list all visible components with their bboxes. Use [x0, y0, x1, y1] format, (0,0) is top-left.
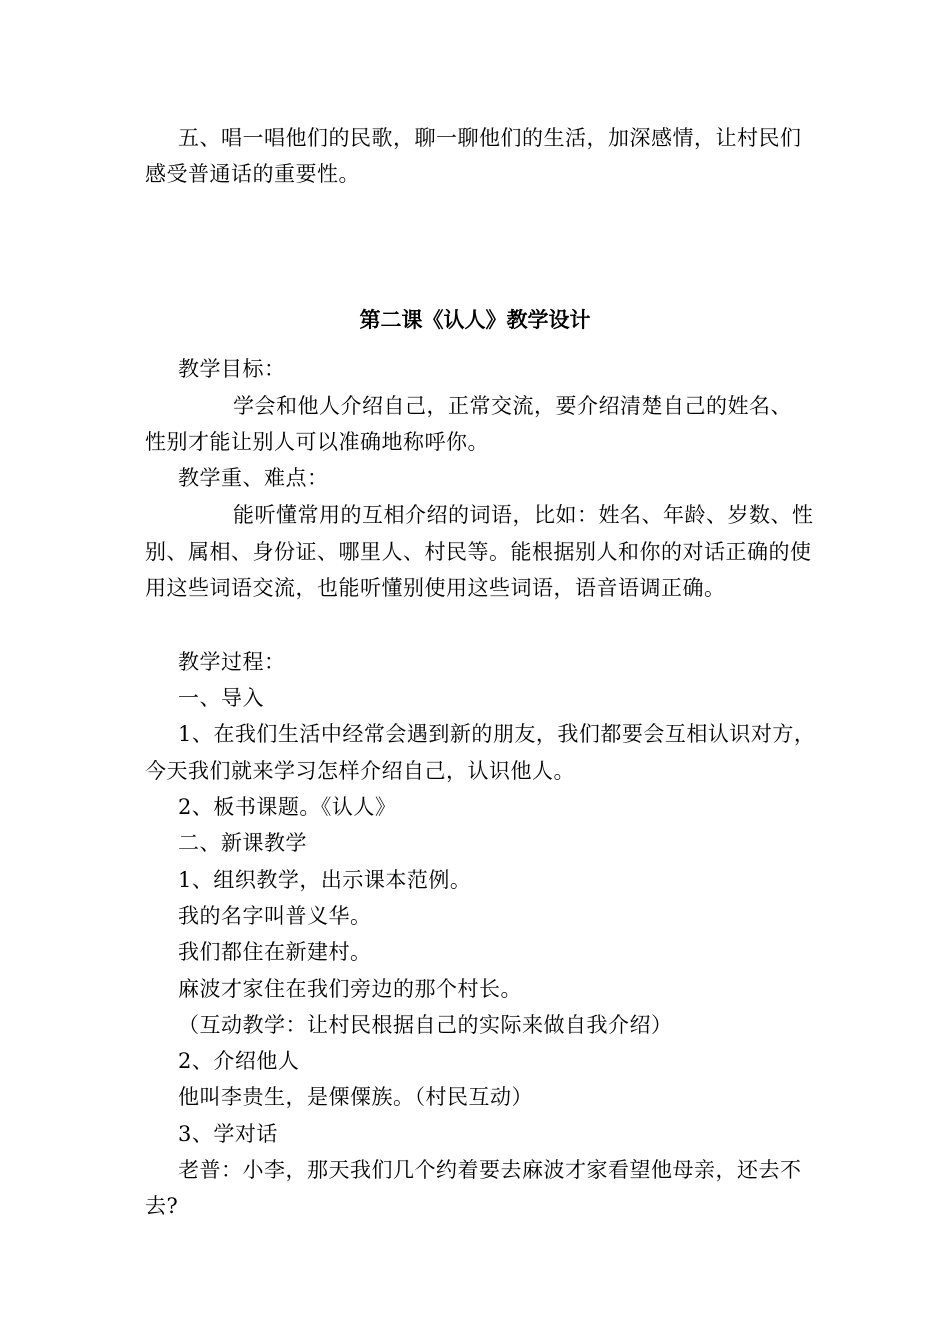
example-line2: 我们都住在新建村。 [178, 940, 372, 964]
key-points-heading: 教学重、难点： [178, 466, 329, 490]
key-points-line3: 用这些词语交流，也能听懂别使用这些词语，语音语调正确。 [145, 576, 726, 600]
section5-line1: 五、唱一唱他们的民歌，聊一聊他们的生活，加深感情，让村民们 [178, 126, 802, 150]
interactive-note: （互动教学：让村民根据自己的实际来做自我介绍） [178, 1013, 673, 1037]
objectives-heading: 教学目标： [178, 357, 286, 381]
step1-line1: 1、在我们生活中经常会遇到新的朋友，我们都要会互相认识对方， [178, 722, 816, 746]
key-points-line1: 能听懂常用的互相介绍的词语，比如：姓名、年龄、岁数、性 [233, 503, 814, 527]
process-heading: 教学过程： [178, 650, 286, 674]
lesson-title: 第二课《认人》教学设计 [359, 308, 591, 332]
part2-heading: 二、新课教学 [178, 831, 307, 855]
new-step2-example: 他叫李贵生，是傈僳族。（村民互动） [178, 1085, 533, 1109]
dialogue-line1: 老普：小李，那天我们几个约着要去麻波才家看望他母亲，还去不 [178, 1158, 802, 1182]
key-points-line2: 别、属相、身份证、哪里人、村民等。能根据别人和你的对话正确的使 [145, 540, 812, 564]
step2: 2、板书课题。《认人》 [178, 795, 397, 819]
new-step3: 3、学对话 [178, 1122, 278, 1146]
part1-heading: 一、导入 [178, 686, 264, 710]
objectives-line2: 性别才能让别人可以准确地称呼你。 [145, 430, 489, 454]
new-step1: 1、组织教学，出示课本范例。 [178, 868, 472, 892]
example-line3: 麻波才家住在我们旁边的那个村长。 [178, 977, 522, 1001]
objectives-line1: 学会和他人介绍自己，正常交流，要介绍清楚自己的姓名、 [233, 394, 792, 418]
new-step2: 2、介绍他人 [178, 1049, 300, 1073]
step1-line2: 今天我们就来学习怎样介绍自己，认识他人。 [145, 759, 575, 783]
dialogue-line2: 去? [145, 1194, 179, 1218]
example-line1: 我的名字叫普义华。 [178, 904, 372, 928]
section5-line2: 感受普通话的重要性。 [145, 162, 360, 186]
